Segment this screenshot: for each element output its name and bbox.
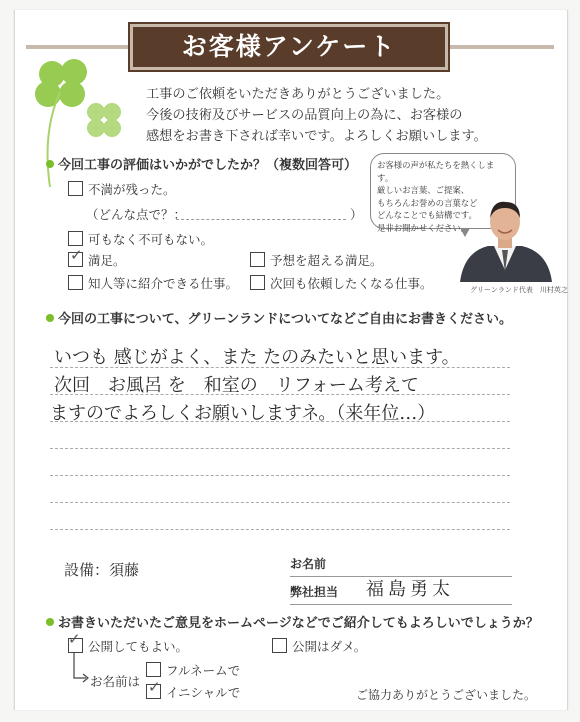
staff-field-line [290,604,512,605]
page-title: お客様アンケート [130,24,448,70]
q1-heading: 今回工事の評価はいかがでしたか？（複数回答可） [46,154,357,173]
handwritten-comment-line: いつも 感じがよく、また たのみたいと思います。 [54,347,460,368]
checkbox-again[interactable] [250,275,265,290]
option-publish-ok[interactable]: ✓ 公開してもよい。 [68,630,189,654]
name-is-label: お名前は [90,674,141,689]
handwritten-staff-name: 福島勇太 [366,579,454,600]
intro-text [146,84,526,147]
option-publish-no[interactable]: 公開はダメ。 [272,637,366,655]
speech-bubble: お客様の声が私たちを熱くします。 厳しいお言葉、ご提案、 もちろんお誉めの言葉など どんなことでも結構です。 是非お聞かせください。 [370,153,516,229]
check-mark-icon: ✓ [70,246,83,264]
checkbox-satisfied[interactable] [68,246,83,267]
representative-portrait-icon [458,190,552,282]
checkbox-recommend[interactable] [68,275,83,290]
option-satisfied[interactable]: ✓ 満足。 [70,246,126,268]
option-again[interactable]: 次回も依頼したくなる仕事。 [250,274,433,292]
thanks-text: ご協力ありがとうございました。 [356,688,537,702]
option-initials[interactable]: ✓ イニシャルで [148,678,241,700]
option-recommend[interactable]: 知人等に紹介できる仕事。 [68,274,238,292]
checkbox-neutral[interactable] [68,231,83,246]
title-rule-right [448,45,554,49]
option-dissatisfied[interactable]: 不満が残った。 [68,180,176,198]
checkbox-initials[interactable] [146,678,161,699]
name-label: お名前 [290,557,327,571]
q2-heading: 今回の工事について、グリーンランドについてなどご自由にお書きください。 [46,308,512,327]
checkbox-publish-no[interactable] [272,638,287,653]
q3-heading: お書きいただいたご意見をホームページなどでご紹介してもよろしいでしょうか？ [46,612,539,631]
bullet-icon [46,618,54,626]
bullet-icon [46,160,54,168]
branch-arrow-icon [70,652,90,686]
check-mark-icon: ✓ [68,630,81,648]
title-rule-left [26,45,130,49]
detail-prompt: （どんな点で？： [86,207,187,222]
handwritten-comment-line: ますのでよろしくお願いしますネ。（来年位…） [50,403,436,424]
detail-input-line[interactable] [176,219,346,220]
ruled-line [50,448,510,449]
check-mark-icon: ✓ [148,678,161,696]
checkbox-dissatisfied[interactable] [68,181,83,196]
option-exceeded[interactable]: 予想を超える満足。 [250,251,383,269]
intro-line: 工事のご依頼をいただきありがとうございました。 [146,87,450,102]
handwritten-comment-line: 次回 お風呂 を 和室の リフォーム考えて [54,375,419,396]
ruled-line [50,502,510,503]
checkbox-full-name[interactable] [146,662,161,677]
checkbox-publish-ok[interactable] [68,630,83,653]
intro-line: 感想をお書き下されば幸いです。よろしくお願いします。 [146,129,487,144]
detail-close-paren: ） [350,207,363,222]
representative-caption: グリーンランド代表 川村英之 [470,286,568,294]
option-full-name[interactable]: フルネームで [146,661,240,679]
checkbox-exceeded[interactable] [250,252,265,267]
staff-label: 弊社担当 [290,585,339,599]
intro-line: 今後の技術及びサービスの品質向上の為に、お客様の [146,108,463,123]
ruled-line [50,475,510,476]
ruled-line [50,529,510,530]
option-neutral[interactable]: 可もなく不可もない。 [68,230,213,248]
bullet-icon [46,314,54,322]
handwritten-equipment: 設備：須藤 [64,561,140,579]
